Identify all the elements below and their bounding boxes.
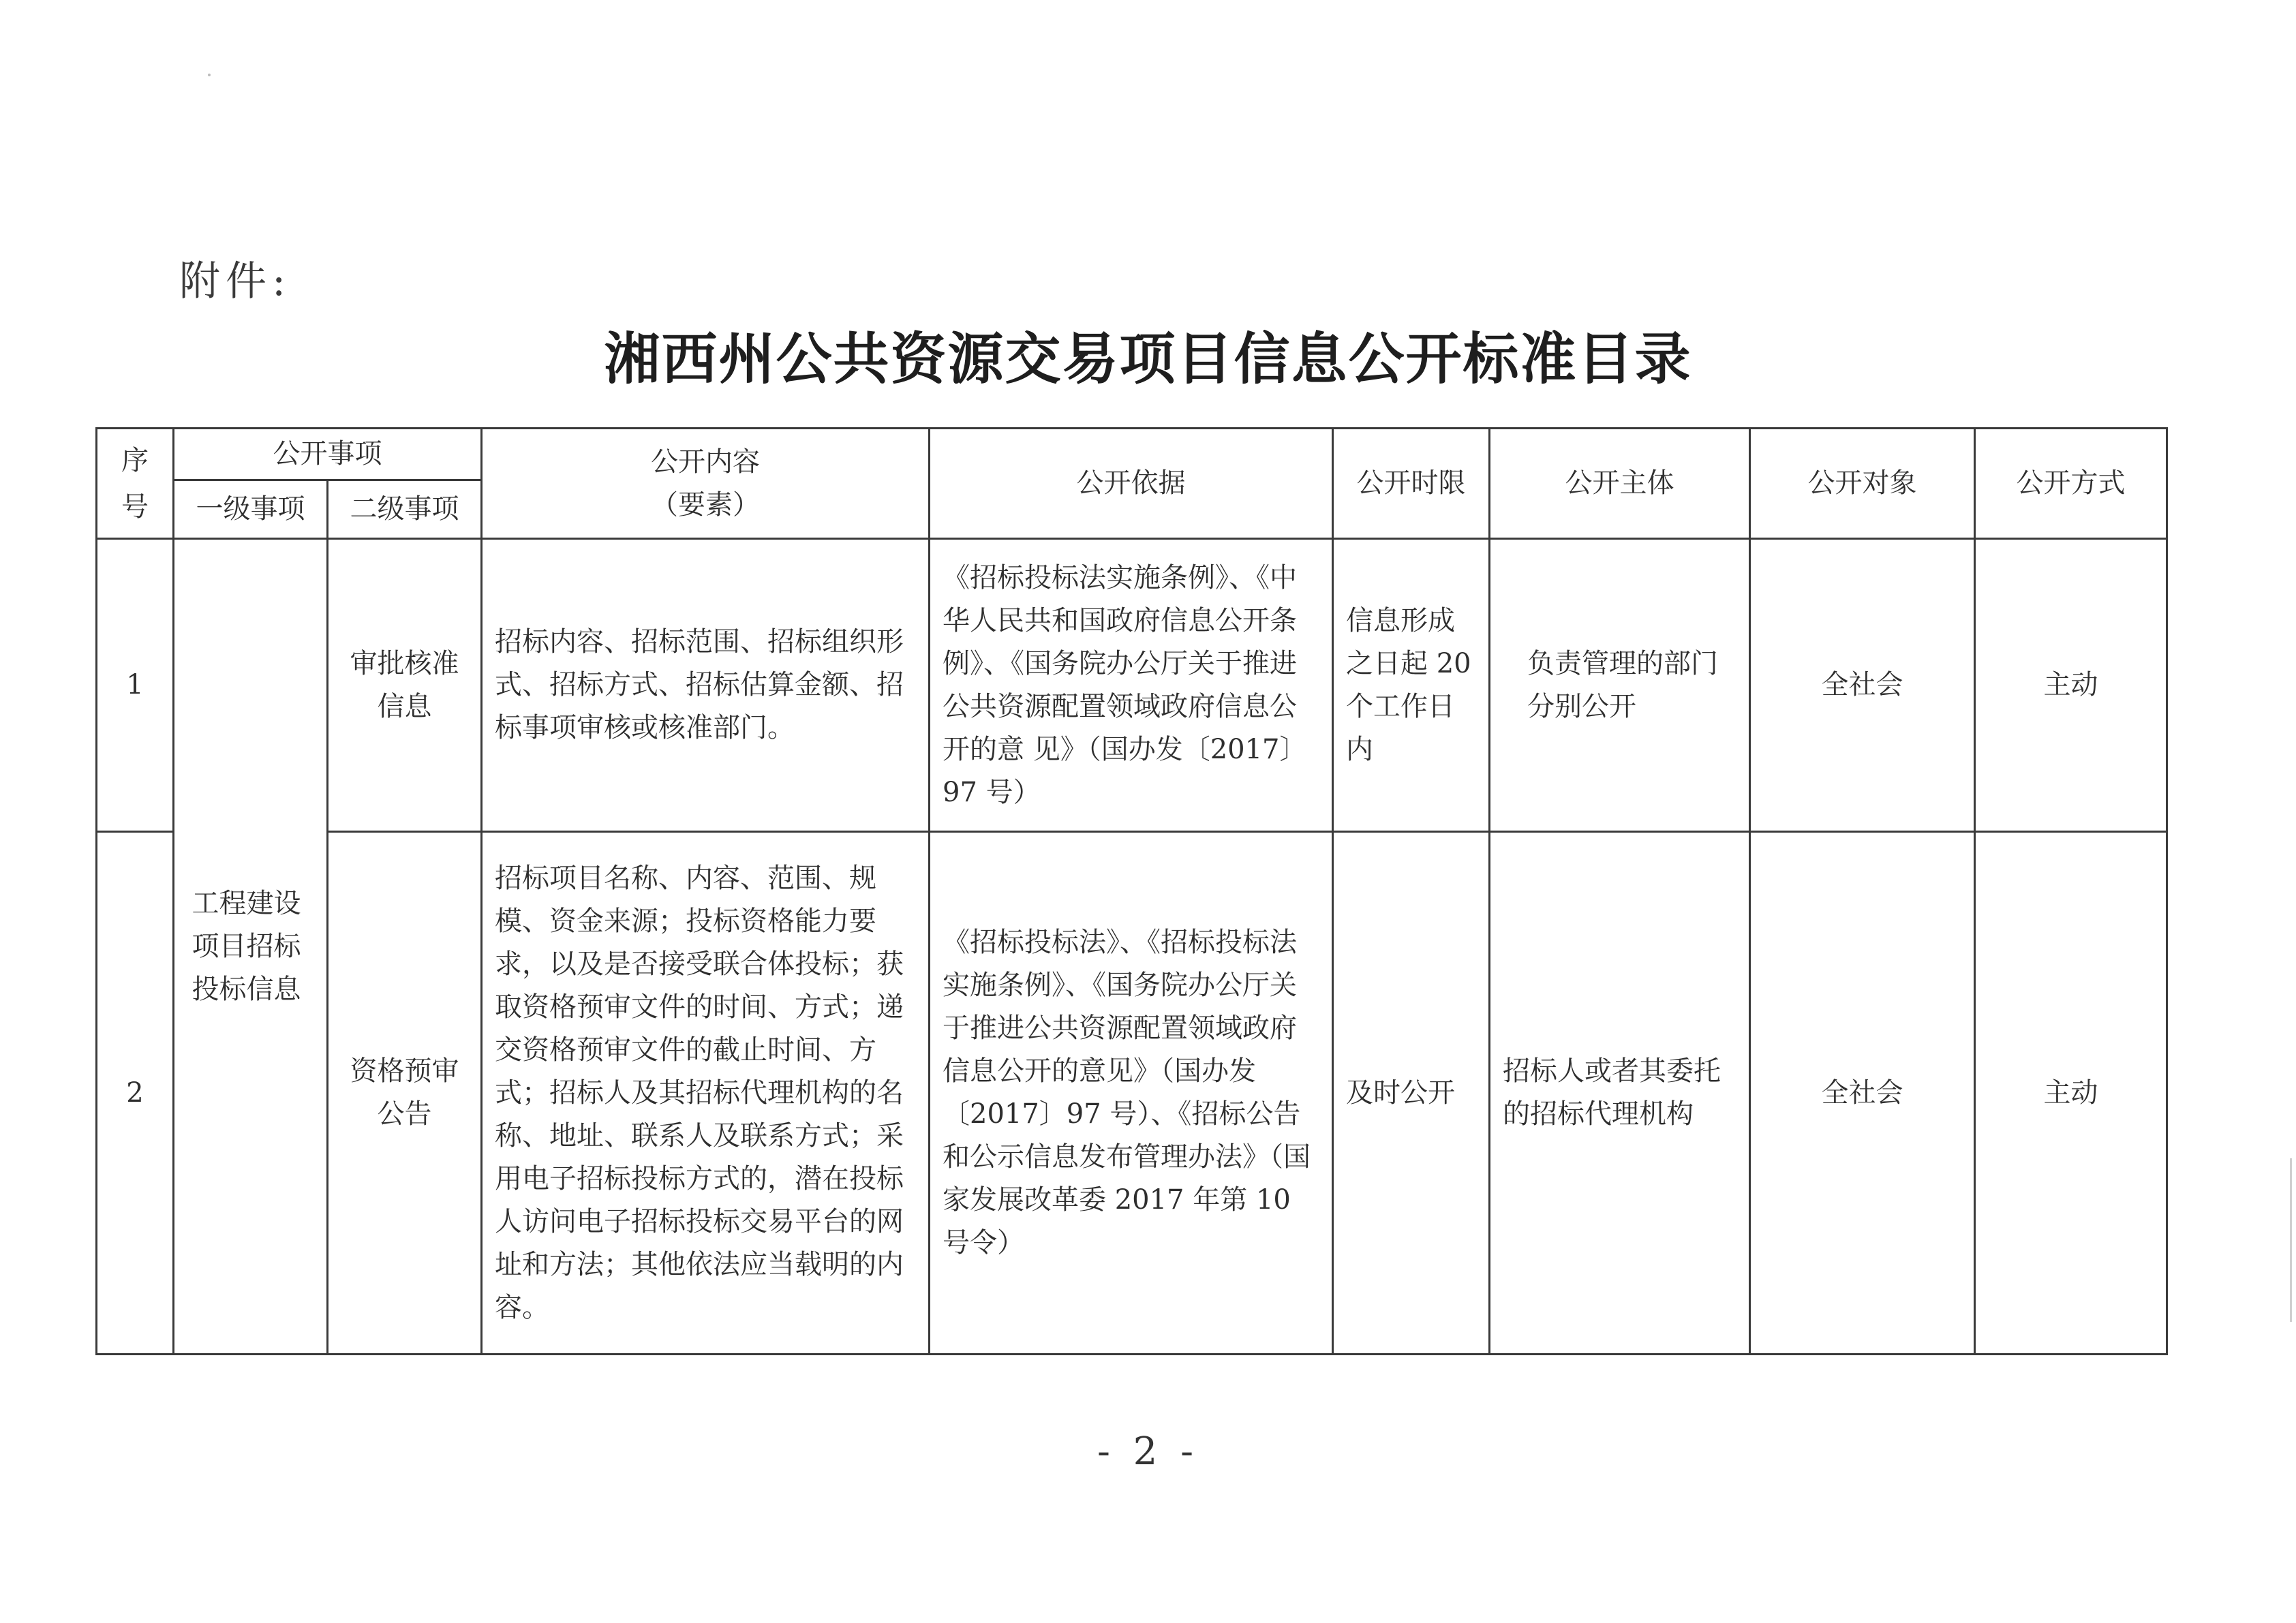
header-audience: 公开对象 — [1750, 429, 1975, 539]
category-label: 工程建设项目招标投标信息 — [192, 887, 301, 1005]
header-items-group: 公开事项 — [174, 429, 482, 480]
header-subject: 公开主体 — [1490, 429, 1750, 539]
row-1-audience: 全社会 — [1750, 539, 1975, 832]
header-content — [482, 429, 930, 539]
row-2-audience: 全社会 — [1750, 832, 1975, 1355]
header-seq-label: 序号 — [121, 444, 149, 523]
attachment-label: 附件: — [179, 258, 292, 305]
row-1-subject: 负责管理的部门分别公开 — [1490, 539, 1750, 832]
header-time-limit: 公开时限 — [1333, 429, 1490, 539]
row-1-method: 主动 — [1975, 539, 2167, 832]
header-row-1 — [97, 429, 2167, 480]
row-1-content: 招标内容、招标范围、招标组织形式、招标方式、招标估算金额、招标事项审核或核准部门。 — [482, 539, 930, 832]
row-1-level2-label: 审批核准信息 — [350, 647, 459, 722]
document-title: 湘西州公共资源交易项目信息公开标准目录 — [604, 326, 1692, 392]
table-row — [97, 539, 2167, 832]
catalog-table-container — [95, 427, 2166, 1353]
row-2-content: 招标项目名称、内容、范围、规模、资金来源；投标资格能力要求，以及是否接受联合体投标；获取资格预审文件的时间、方式；递交资格预审文件的截止时间、方式；招标人及其招标代理机构的名称、地址、联系人及联系方式；采用电子招标投标方式的，潜在投标人访问电子招标投标交易平台的网址和方法；其他依法应当载明的内容。 — [482, 832, 930, 1355]
row-1-basis: 《招标投标法实施条例》、《中华人民共和国政府信息公开条例》、《国务院办公厅关于推进公共资源配置领域政府信息公开的意 见》（国办发〔2017〕97 号） — [930, 539, 1333, 832]
row-2-seq: 2 — [97, 832, 174, 1355]
scan-edge-mark — [2290, 1158, 2292, 1322]
header-seq — [97, 429, 174, 539]
row-2-basis: 《招标投标法》、《招标投标法实施条例》、《国务院办公厅关于推进公共资源配置领域政府信息公开的意见》（国办发〔2017〕97 号）、《招标公告和公示信息发布管理办法》（国家发展改革委 2017 年第 10 号令） — [930, 832, 1333, 1355]
row-2-level2-label: 资格预审公告 — [350, 1055, 459, 1130]
scan-speck — [208, 74, 211, 76]
row-2-subject: 招标人或者其委托的招标代理机构 — [1490, 832, 1750, 1355]
table-row — [97, 832, 2167, 1355]
header-level1: 一级事项 — [174, 480, 328, 539]
row-2-method: 主动 — [1975, 832, 2167, 1355]
row-2-level2 — [328, 832, 482, 1355]
header-basis: 公开依据 — [930, 429, 1333, 539]
category-cell — [174, 539, 328, 1355]
row-1-seq: 1 — [97, 539, 174, 832]
row-1-time-limit: 信息形成之日起 20 个工作日内 — [1333, 539, 1490, 832]
header-level2: 二级事项 — [328, 480, 482, 539]
header-method: 公开方式 — [1975, 429, 2167, 539]
row-1-level2 — [328, 539, 482, 832]
header-content-line2: （要素） — [651, 489, 760, 521]
page-number: - 2 - — [1097, 1429, 1199, 1474]
catalog-table — [95, 427, 2168, 1355]
row-2-time-limit: 及时公开 — [1333, 832, 1490, 1355]
header-content-line1: 公开内容 — [651, 446, 760, 478]
